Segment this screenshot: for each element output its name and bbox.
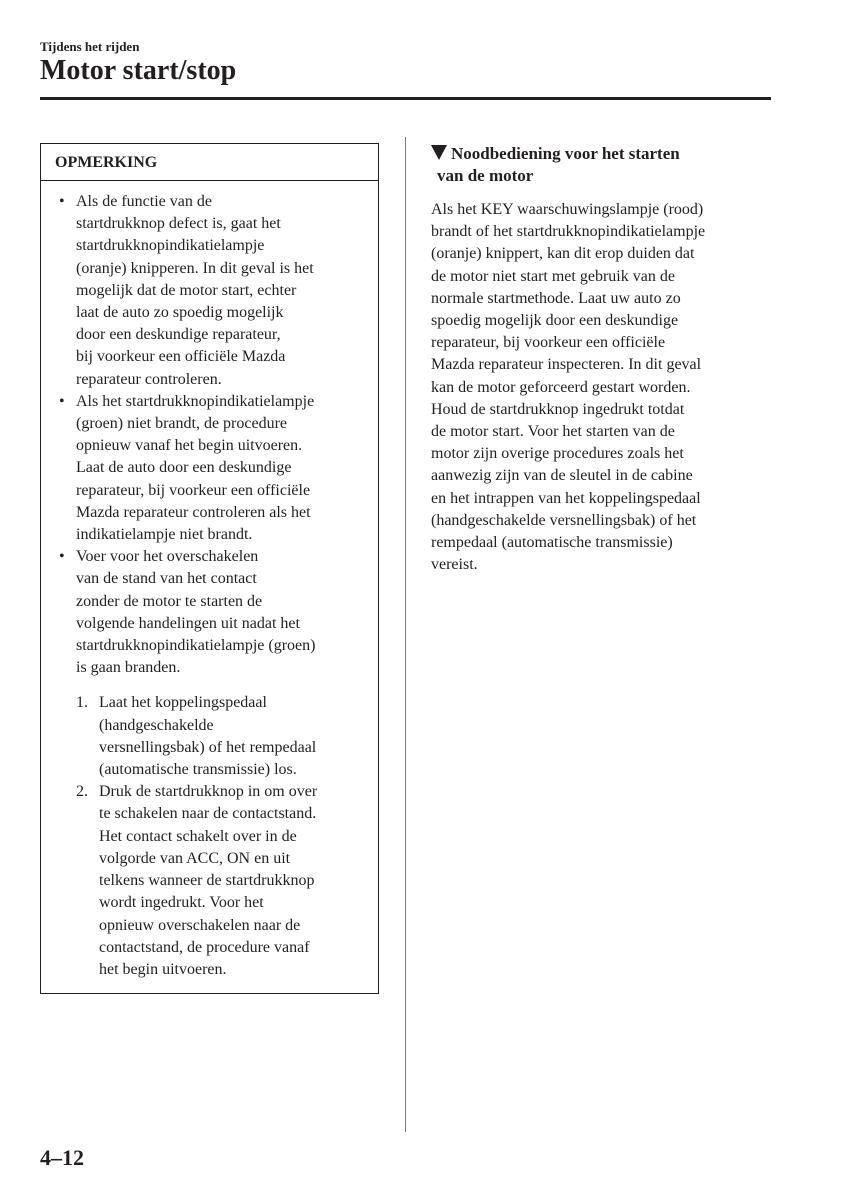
- note-bullet-line: bij voorkeur een officiële Mazda: [76, 348, 286, 366]
- paragraph-line: de motor niet start met gebruik van de: [431, 267, 675, 285]
- note-step-line: versnellingsbak) of het rempedaal: [99, 738, 317, 756]
- paragraph-line: en het intrappen van het koppelingspedaal: [431, 489, 701, 507]
- triangle-marker-icon: [431, 145, 447, 160]
- step-number: 1.: [76, 694, 88, 712]
- note-bullet-line: mogelijk dat de motor start, echter: [76, 281, 297, 299]
- note-bullet-line: startdrukknopindikatielampje: [76, 237, 265, 255]
- note-step-line: opnieuw overschakelen naar de: [99, 916, 301, 934]
- note-bullet-line: indikatielampje niet brandt.: [76, 526, 253, 544]
- paragraph-line: aanwezig zijn van de sleutel in de cabine: [431, 467, 693, 485]
- note-body: [57, 191, 372, 981]
- note-bullet-line: Laat de auto door een deskundige: [76, 459, 292, 477]
- note-step-line: volgorde van ACC, ON en uit: [99, 849, 291, 867]
- subsection-heading-line: van de motor: [437, 166, 534, 185]
- note-bullet-line: startdrukknop defect is, gaat het: [76, 215, 281, 233]
- note-step-line: Het contact schakelt over in de: [99, 827, 297, 845]
- note-bullet-line: startdrukknopindikatielampje (groen): [76, 637, 316, 655]
- note-bullet-line: van de stand van het contact: [76, 570, 257, 588]
- title-rule: [40, 97, 771, 100]
- note-heading: OPMERKING: [41, 144, 378, 181]
- note-step-item: [76, 781, 372, 981]
- paragraph-line: (handgeschakelde versnellingsbak) of het: [431, 511, 697, 529]
- paragraph-line: Houd de startdrukknop ingedrukt totdat: [431, 400, 685, 418]
- paragraph-line: (oranje) knippert, kan dit erop duiden dat: [431, 245, 695, 263]
- note-bullet-line: Mazda reparateur controleren als het: [76, 503, 311, 521]
- note-bullet-item: [57, 391, 372, 546]
- bullet-icon: •: [59, 193, 65, 210]
- note-bullet-line: Als de functie van de: [76, 193, 212, 210]
- note-bullet-line: Voer voor het overschakelen: [76, 548, 259, 566]
- paragraph-line: kan de motor geforceerd gestart worden.: [431, 378, 691, 396]
- paragraph-line: vereist.: [431, 556, 478, 574]
- note-step-line: het begin uitvoeren.: [99, 960, 227, 978]
- note-bullet-line: zonder de motor te starten de: [76, 592, 263, 610]
- paragraph-line: motor zijn overige procedures zoals het: [431, 445, 684, 463]
- body-paragraph: [431, 199, 776, 576]
- column-divider: [405, 137, 406, 1132]
- note-step-line: (handgeschakelde: [99, 716, 214, 734]
- note-bullet-line: (groen) niet brandt, de procedure: [76, 415, 288, 433]
- note-bullet-list: [57, 191, 372, 679]
- note-bullet-item: [57, 546, 372, 679]
- paragraph-line: Als het KEY waarschuwingslampje (rood): [431, 201, 704, 218]
- note-step-line: contactstand, de procedure vanaf: [99, 938, 310, 956]
- page-number: 4–12: [40, 1145, 84, 1170]
- note-bullet-line: opnieuw vanaf het begin uitvoeren.: [76, 437, 303, 455]
- note-bullet-line: door een deskundige reparateur,: [76, 326, 281, 344]
- subsection-heading-line: Noodbediening voor het starten: [451, 144, 680, 163]
- paragraph-line: Mazda reparateur inspecteren. In dit geval: [431, 356, 702, 374]
- note-step-line: wordt ingedrukt. Voor het: [99, 894, 264, 912]
- note-bullet-line: reparateur controleren.: [76, 370, 222, 388]
- note-step-line: telkens wanneer de startdrukknop: [99, 872, 315, 890]
- paragraph-line: reparateur, bij voorkeur een officiële: [431, 334, 666, 352]
- note-step-line: (automatische transmissie) los.: [99, 761, 297, 779]
- note-step-item: [76, 692, 372, 781]
- note-bullet-line: volgende handelingen uit nadat het: [76, 614, 300, 632]
- note-bullet-line: laat de auto zo spoedig mogelijk: [76, 304, 284, 322]
- note-bullet-item: [57, 191, 372, 391]
- note-bullet-line: Als het startdrukknopindikatielampje: [76, 392, 315, 410]
- note-box: [40, 143, 379, 994]
- page-title: Motor start/stop: [40, 55, 237, 86]
- note-step-list: [57, 692, 372, 981]
- note-bullet-line: (oranje) knipperen. In dit geval is het: [76, 259, 314, 277]
- step-number: 2.: [76, 783, 88, 801]
- bullet-icon: •: [59, 392, 65, 410]
- paragraph-line: de motor start. Voor het starten van de: [431, 423, 675, 441]
- paragraph-line: spoedig mogelijk door een deskundige: [431, 312, 679, 330]
- note-step-line: te schakelen naar de contactstand.: [99, 805, 317, 823]
- note-step-line: Laat het koppelingspedaal: [99, 694, 267, 712]
- note-step-line: Druk de startdrukknop in om over: [99, 783, 318, 801]
- subsection-heading: [431, 143, 771, 187]
- paragraph-line: brandt of het startdrukknopindikatielampje: [431, 223, 706, 241]
- note-bullet-line: reparateur, bij voorkeur een officiële: [76, 481, 311, 499]
- note-bullet-line: is gaan branden.: [76, 659, 181, 677]
- bullet-icon: •: [59, 548, 65, 566]
- section-label: Tijdens het rijden: [40, 39, 140, 54]
- paragraph-line: rempedaal (automatische transmissie): [431, 534, 673, 552]
- paragraph-line: normale startmethode. Laat uw auto zo: [431, 289, 681, 307]
